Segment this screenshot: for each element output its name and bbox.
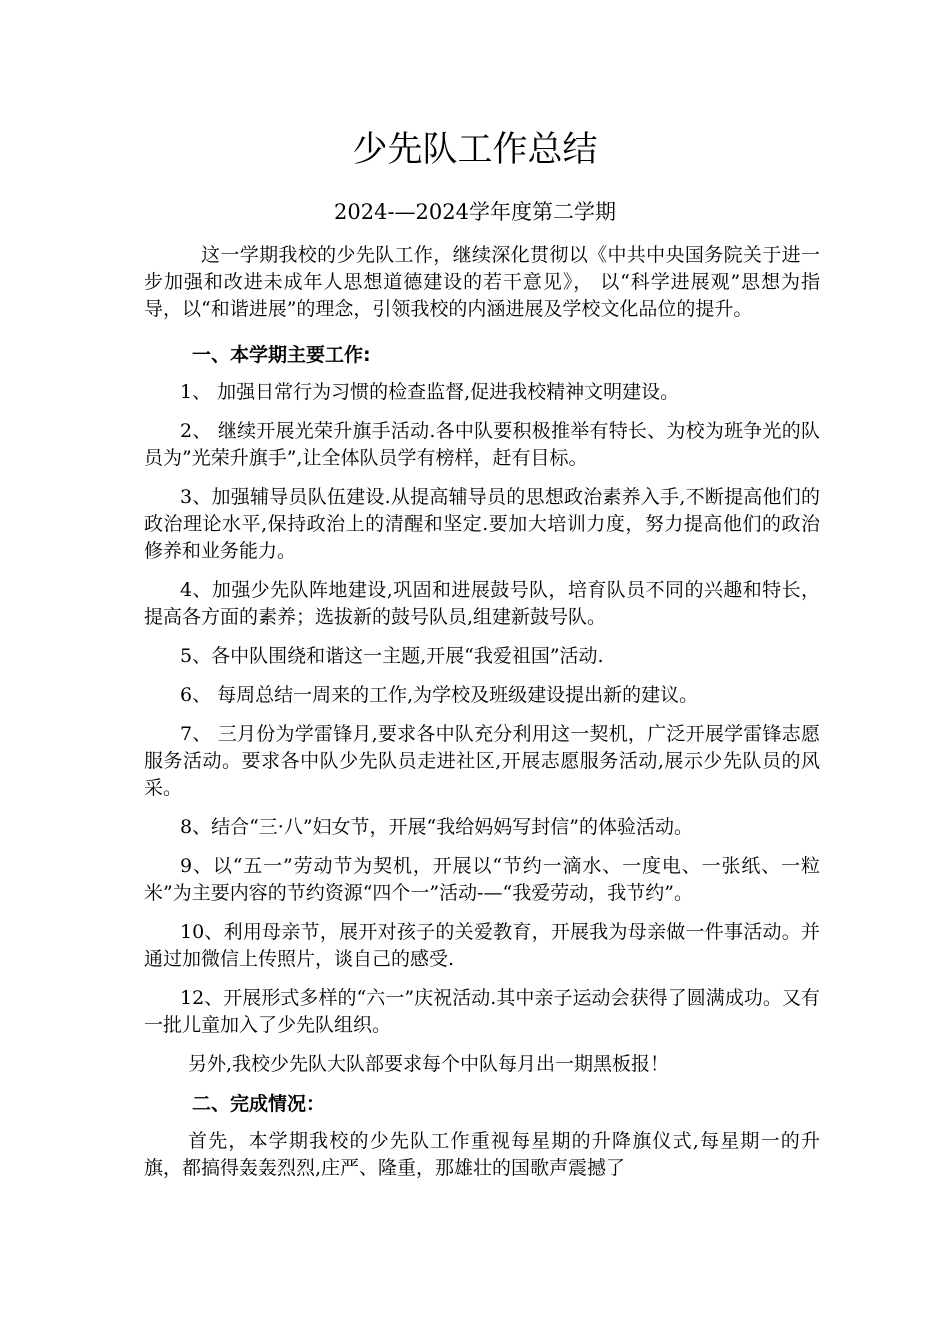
section-heading-main-work: 一、本学期主要工作: (192, 344, 371, 366)
work-item-12: 12、开展形式多样的“六一”庆祝活动.其中亲子运动会获得了圆满成功。又有一批儿童加入了少先队组织。 (144, 987, 820, 1036)
document-body (144, 242, 820, 1194)
intro-paragraph: 这一学期我校的少先队工作，继续深化贯彻以《中共中央国务院关于进一步加强和改进未成年人思想道德建设的若干意见》， 以“科学进展观”思想为指导，以“和谐进展”的理念，引领我校的内涵进展及学校文化品位的提升。 (144, 244, 820, 320)
work-item-2: 2、 继续开展光荣升旗手活动.各中队要积极推举有特长、为校为班争光的队员为”光荣升旗手”,让全体队员学有榜样，赶有目标。 (144, 420, 820, 469)
document-title: 少先队工作总结 (352, 130, 598, 170)
work-item-5: 5、各中队围绕和谐这一主题,开展“我爱祖国”活动. (180, 645, 604, 667)
work-item-7: 7、 三月份为学雷锋月,要求各中队充分利用这一契机，广泛开展学雷锋志愿服务活动。要求各中队少先队员走进社区,开展志愿服务活动,展示少先队员的风采。 (144, 723, 820, 799)
work-item-9: 9、以“五一”劳动节为契机，开展以“节约一滴水、一度电、一张纸、一粒米”为主要内容的节约资源“四个一”活动-—“我爱劳动，我节约”。 (144, 855, 820, 904)
work-item-8: 8、结合“三·八”妇女节，开展“我给妈妈写封信”的体验活动。 (180, 816, 693, 838)
work-item-10: 10、利用母亲节，展开对孩子的关爱教育，开展我为母亲做一件事活动。并通过加微信上传照片，谈自己的感受. (144, 921, 820, 970)
work-item-4: 4、加强少先队阵地建设,巩固和进展鼓号队，培育队员不同的兴趣和特长，提高各方面的素养；选拔新的鼓号队员,组建新鼓号队。 (144, 579, 820, 628)
blackboard-note: 另外,我校少先队大队部要求每个中队每月出一期黑板报！ (188, 1053, 670, 1075)
work-item-6: 6、 每周总结一周来的工作,为学校及班级建设提出新的建议。 (180, 684, 699, 706)
work-item-1: 1、 加强日常行为习惯的检查监督,促进我校精神文明建设。 (180, 381, 680, 403)
section-heading-completion: 二、完成情况： (192, 1093, 326, 1115)
document-subtitle: 2024-—2024学年度第二学期 (334, 200, 616, 224)
closing-paragraph: 首先，本学期我校的少先队工作重视每星期的升降旗仪式,每星期一的升旗，都搞得轰轰烈烈,庄严、隆重，那雄壮的国歌声震撼了 (144, 1130, 820, 1179)
work-item-3: 3、加强辅导员队伍建设.从提高辅导员的思想政治素养入手,不断提高他们的政治理论水平,保持政治上的清醒和坚定.要加大培训力度，努力提高他们的政治修养和业务能力。 (144, 486, 820, 562)
